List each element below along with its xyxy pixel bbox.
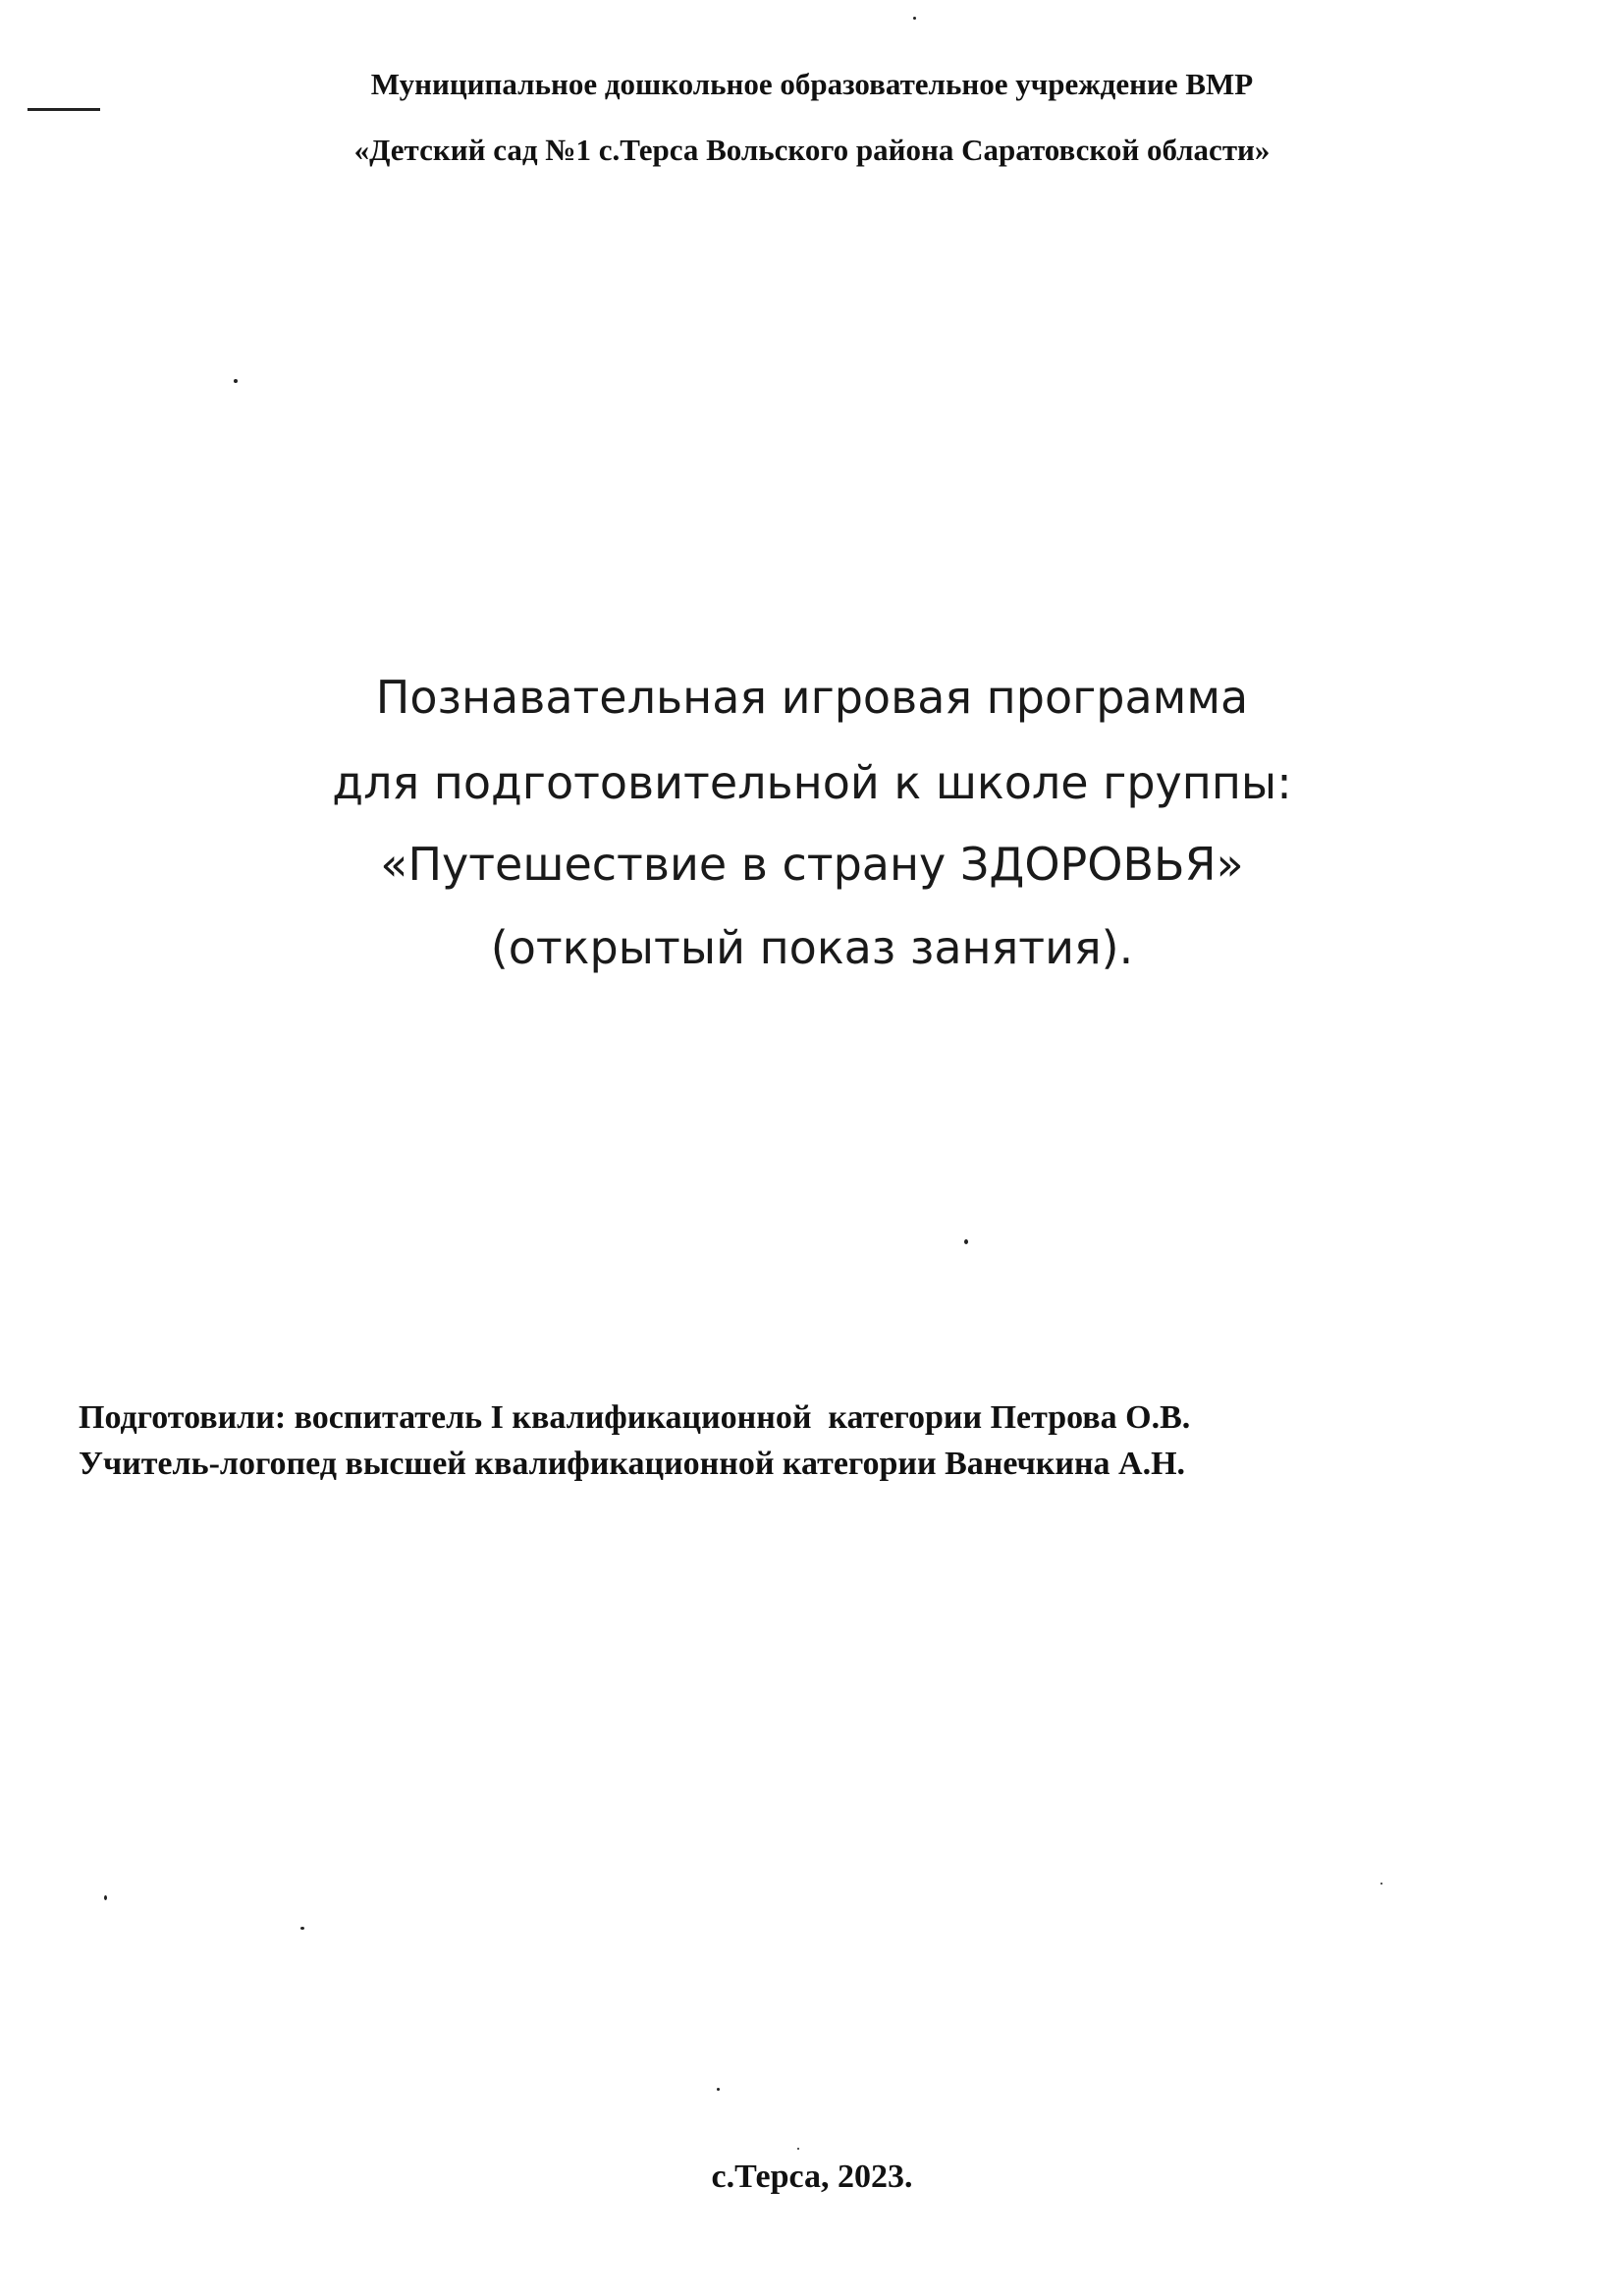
scan-speck xyxy=(797,2148,799,2150)
program-title-line-1: Познавательная игровая программа xyxy=(375,671,1249,724)
program-title-line-2: для подготовительной к школе группы: xyxy=(332,756,1292,809)
kindergarten-name: «Детский сад №1 с.Терса Вольского района Саратовской области» xyxy=(353,133,1271,167)
scan-speck xyxy=(104,1895,107,1900)
scan-speck xyxy=(1380,1883,1382,1885)
scan-speck xyxy=(300,1927,304,1930)
program-title-line-4: (открытый показ занятия). xyxy=(490,921,1134,974)
scan-speck xyxy=(913,17,916,20)
scan-speck xyxy=(717,2088,720,2091)
scan-dash-mark xyxy=(27,108,100,111)
institution-name: Муниципальное дошкольное образовательное учреждение ВМР xyxy=(370,67,1254,101)
program-title-line-3: «Путешествие в страну ЗДОРОВЬЯ» xyxy=(380,838,1244,891)
prepared-by-line-2: Учитель-логопед высшей квалификационной категории Ванечкина А.Н. xyxy=(79,1446,1186,1482)
scan-speck xyxy=(964,1239,968,1244)
scan-speck xyxy=(234,379,238,383)
place-and-year: с.Терса, 2023. xyxy=(711,2159,913,2195)
prepared-by-line-1: Подготовили: воспитатель I квалификационной категории Петрова О.В. xyxy=(79,1399,1191,1436)
